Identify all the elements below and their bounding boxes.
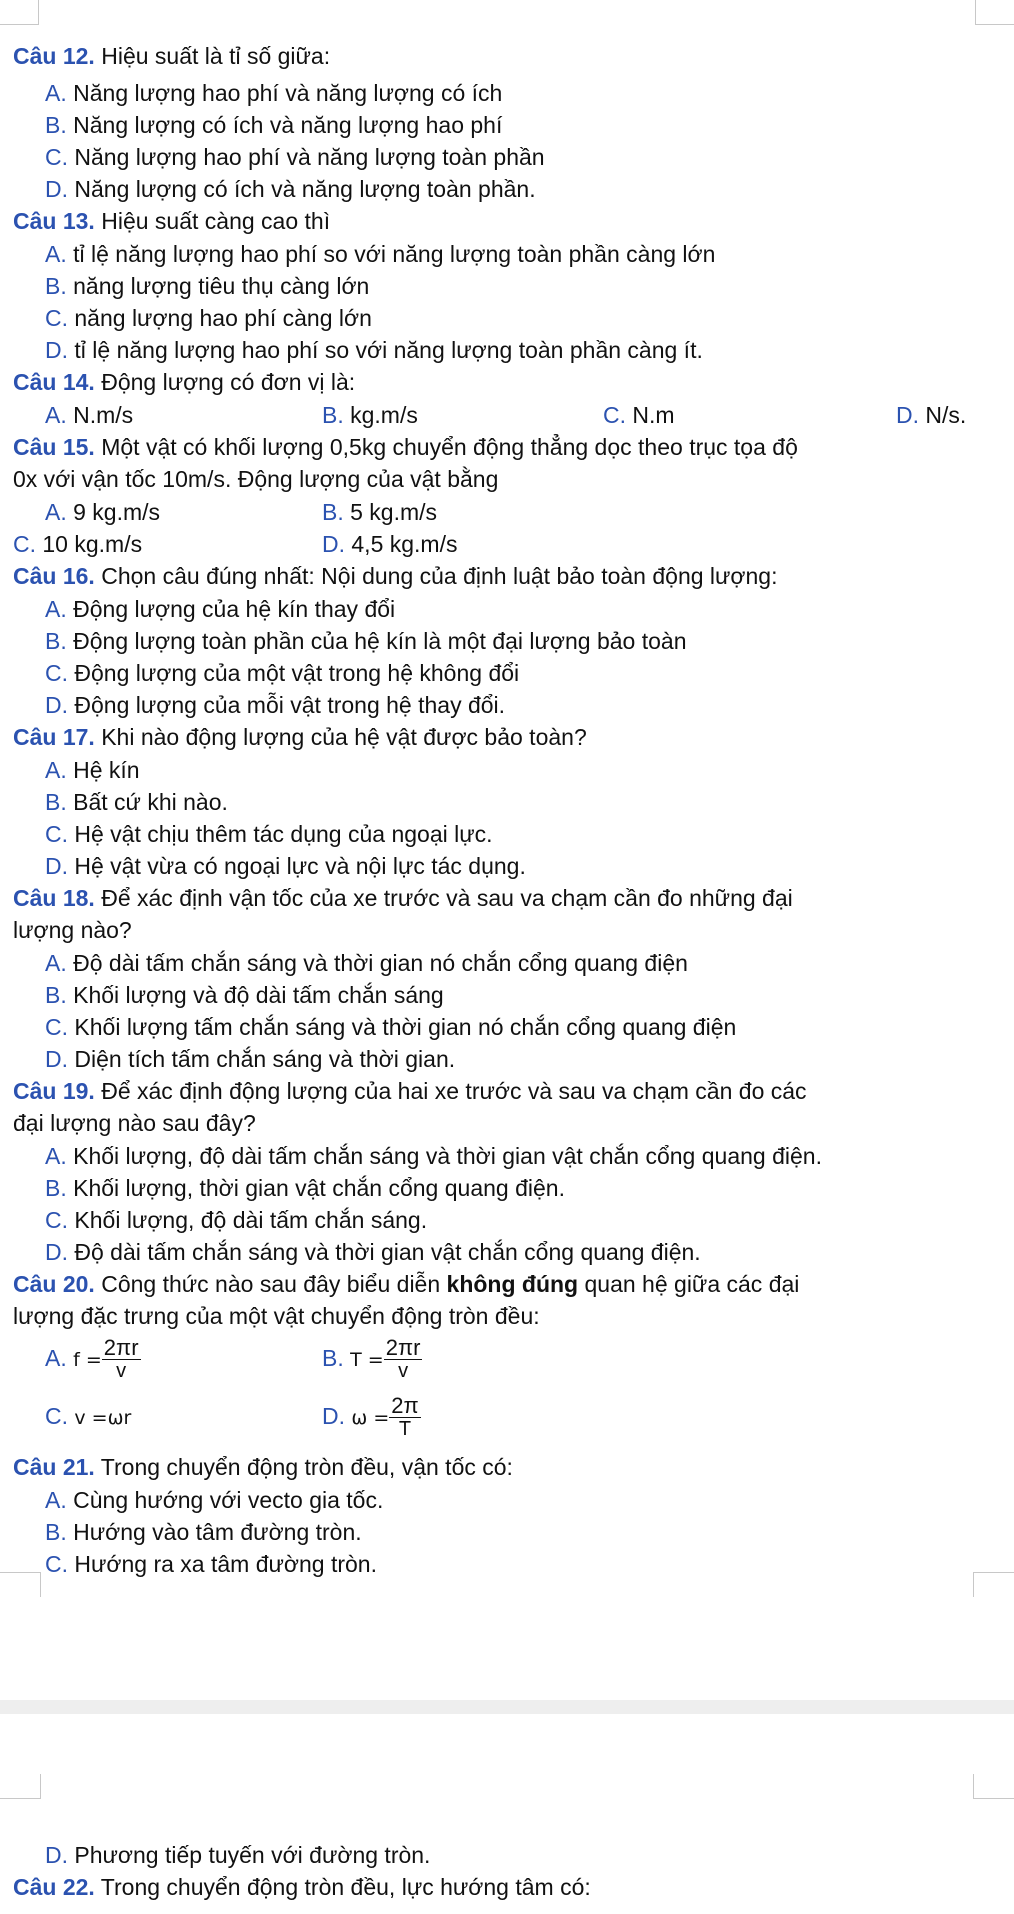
fraction: $\frac{2\pi}{T}$: [391, 1393, 419, 1441]
option: C. Năng lượng hao phí và năng lượng toàn phần: [45, 144, 545, 170]
option: C. Động lượng của một vật trong hệ không đổi: [45, 660, 520, 686]
option: B. năng lượng tiêu thụ càng lớn: [45, 273, 370, 299]
question-12: Câu 12. Hiệu suất là tỉ số giữa:: [13, 43, 331, 69]
question-18-cont: lượng nào?: [13, 917, 132, 943]
question-20-cont: lượng đặc trưng của một vật chuyển động tròn đều:: [13, 1303, 540, 1329]
page-break: [0, 1700, 1014, 1714]
question-13: Câu 13. Hiệu suất càng cao thì: [13, 208, 331, 234]
question-21: Câu 21. Trong chuyển động tròn đều, vận tốc có:: [13, 1454, 513, 1480]
option: A. Hệ kín: [45, 757, 140, 783]
option: C. năng lượng hao phí càng lớn: [45, 305, 372, 331]
option: C. Hướng ra xa tâm đường tròn.: [45, 1551, 377, 1577]
option: C. Khối lượng tấm chắn sáng và thời gian nó chắn cổng quang điện: [45, 1014, 737, 1040]
question-15-cont: 0x với vận tốc 10m/s. Động lượng của vật bằng: [13, 466, 499, 492]
option: A. Cùng hướng với vecto gia tốc.: [45, 1487, 384, 1513]
page-corner-mark: [973, 1572, 1014, 1597]
option: D. N/s.: [896, 402, 967, 428]
question-15: Câu 15. Một vật có khối lượng 0,5kg chuyển động thẳng dọc theo trục tọa độ: [13, 434, 798, 460]
option: A. 9 kg.m/s: [45, 499, 161, 525]
page-corner-mark: [975, 0, 1014, 25]
option: B. kg.m/s: [322, 402, 418, 428]
option: D. Phương tiếp tuyến với đường tròn.: [45, 1842, 431, 1868]
page-2: [0, 1714, 1014, 1914]
option: D. 4,5 kg.m/s: [322, 531, 458, 557]
option: B. Động lượng toàn phần của hệ kín là một đại lượng bảo toàn: [45, 628, 687, 654]
option: C. Khối lượng, độ dài tấm chắn sáng.: [45, 1207, 428, 1233]
formula-option-c: C. v =ωr: [45, 1403, 132, 1429]
page-corner-mark: [0, 1572, 41, 1597]
option: A. Độ dài tấm chắn sáng và thời gian nó chắn cổng quang điện: [45, 950, 688, 976]
fraction: $\frac{2\pi r}{v}$: [385, 1335, 421, 1383]
option: C. 10 kg.m/s: [13, 531, 143, 557]
option: A. Năng lượng hao phí và năng lượng có ích: [45, 80, 503, 106]
option: D. Năng lượng có ích và năng lượng toàn phần.: [45, 176, 536, 202]
fraction: $\frac{2\pi r}{v}$: [103, 1335, 139, 1383]
option: B. Bất cứ khi nào.: [45, 789, 228, 815]
question-19-cont: đại lượng nào sau đây?: [13, 1110, 256, 1136]
option: D. Diện tích tấm chắn sáng và thời gian.: [45, 1046, 456, 1072]
question-19: Câu 19. Để xác định động lượng của hai xe trước và sau va chạm cần đo các: [13, 1078, 807, 1104]
question-22: Câu 22. Trong chuyển động tròn đều, lực hướng tâm có:: [13, 1874, 591, 1900]
option: C. N.m: [603, 402, 675, 428]
option: D. Hệ vật vừa có ngoại lực và nội lực tác dụng.: [45, 853, 526, 879]
option: A. Động lượng của hệ kín thay đổi: [45, 596, 396, 622]
page-corner-mark: [0, 1774, 41, 1799]
page-corner-mark: [973, 1774, 1014, 1799]
page-corner-mark: [0, 0, 39, 25]
option: D. Động lượng của mỗi vật trong hệ thay đổi.: [45, 692, 506, 718]
question-14: Câu 14. Động lượng có đơn vị là:: [13, 369, 356, 395]
question-17: Câu 17. Khi nào động lượng của hệ vật được bảo toàn?: [13, 724, 587, 750]
option: D. Độ dài tấm chắn sáng và thời gian vật chắn cổng quang điện.: [45, 1239, 701, 1265]
option: B. Khối lượng, thời gian vật chắn cổng quang điện.: [45, 1175, 565, 1201]
option: D. tỉ lệ năng lượng hao phí so với năng lượng toàn phần càng ít.: [45, 337, 703, 363]
question-20: Câu 20. Công thức nào sau đây biểu diễn không đúng quan hệ giữa các đại: [13, 1271, 800, 1297]
formula-option-a: A. f = $\frac{2\pi r}{v}$: [45, 1335, 139, 1383]
option: C. Hệ vật chịu thêm tác dụng của ngoại lực.: [45, 821, 493, 847]
option: B. 5 kg.m/s: [322, 499, 438, 525]
question-16: Câu 16. Chọn câu đúng nhất: Nội dung của định luật bảo toàn động lượng:: [13, 563, 778, 589]
question-18: Câu 18. Để xác định vận tốc của xe trước và sau va chạm cần đo những đại: [13, 885, 793, 911]
formula-option-b: B. T = $\frac{2\pi r}{v}$: [322, 1335, 421, 1383]
option: B. Năng lượng có ích và năng lượng hao phí: [45, 112, 503, 138]
option: B. Khối lượng và độ dài tấm chắn sáng: [45, 982, 444, 1008]
formula-option-d: D. ω = $\frac{2\pi}{T}$: [322, 1393, 419, 1441]
option: A. tỉ lệ năng lượng hao phí so với năng lượng toàn phần càng lớn: [45, 241, 716, 267]
option: B. Hướng vào tâm đường tròn.: [45, 1519, 362, 1545]
option: A. Khối lượng, độ dài tấm chắn sáng và thời gian vật chắn cổng quang điện.: [45, 1143, 822, 1169]
option: A. N.m/s: [45, 402, 134, 428]
